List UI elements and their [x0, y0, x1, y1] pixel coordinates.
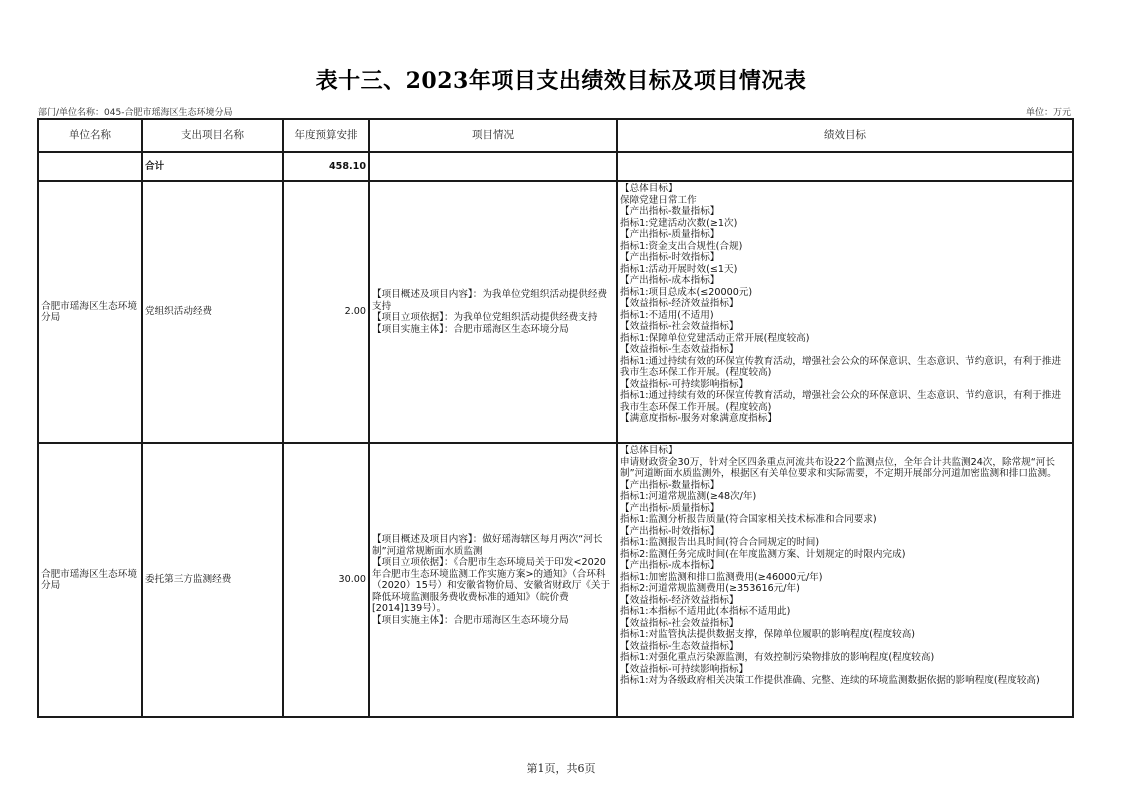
header-row: [38, 119, 1073, 152]
performance-goal-line: 【满意度指标-服务对象满意度指标】: [620, 413, 777, 424]
unit-label: 单位：万元: [1025, 108, 1071, 118]
performance-goal-line: 指标1:监测分析报告质量(符合国家相关技术标准和合同要求): [620, 514, 877, 525]
performance-goal-line: 指标2:监测任务完成时间(在年度监测方案、计划规定的时限内完成): [620, 548, 906, 560]
performance-goal-line: 指标1:项目总成本(≤20000元): [620, 286, 753, 298]
performance-goal-line: 指标1:监测报告出具时间(符合合同规定的时间): [620, 537, 820, 548]
performance-goal-line: 【总体目标】: [620, 445, 678, 456]
project-info-cell: [369, 443, 617, 717]
project-info-cell: [369, 181, 617, 443]
unit-name-cell: 合肥市瑶海区生态环境分局: [38, 181, 142, 443]
performance-goal-line: 指标2:河道常规监测费用(≥353616元/年): [620, 583, 800, 594]
performance-goal-line: 【效益指标-生态效益指标】: [620, 344, 739, 355]
performance-goal-line: 【效益指标-生态效益指标】: [620, 640, 739, 652]
performance-goal-line: 指标1:本指标不适用此(本指标不适用此): [620, 606, 791, 617]
project-name-cell: 党组织活动经费: [142, 181, 283, 443]
performance-goals-list: [620, 183, 1070, 441]
performance-goal-line: 【产出指标-质量指标】: [620, 502, 720, 514]
performance-goal-line: 【效益指标-经济效益指标】: [620, 298, 739, 309]
budget-amount-cell: 2.00: [283, 181, 369, 443]
performance-goal-line: 【产出指标-时效指标】: [620, 525, 720, 537]
performance-goal-line: 【产出指标-数量指标】: [620, 479, 720, 491]
performance-table: [37, 118, 1074, 718]
performance-goal-line: 【效益指标-社会效益指标】: [620, 617, 739, 629]
performance-goal-line: 【产出指标-成本指标】: [620, 275, 720, 286]
performance-goal-line: 指标1:通过持续有效的环保宣传教育活动，增强社会公众的环保意识、生态意识、节约意识，有利于推进我市生态环保工作开展。(程度较高): [620, 390, 1062, 413]
performance-goal-line: 申请财政资金30万，针对全区四条重点河流共布设22个监测点位，全年合计共监测24次，除常规“河长制”河道断面水质监测外，根据区有关单位要求和实际需要，不定期开展部分河道加密监测和排口监测。: [620, 456, 1057, 479]
performance-goals-cell: [617, 443, 1073, 717]
page-number: 第1页，共6页: [526, 762, 596, 775]
total-amount: 458.10: [283, 152, 369, 181]
performance-goal-line: 【效益指标-社会效益指标】: [620, 321, 739, 332]
project-info-line: 【项目实施主体】：合肥市瑶海区生态环境分局: [372, 323, 569, 335]
performance-goal-line: 指标1:河道常规监测(≥48次/年): [620, 491, 757, 502]
project-info-line: 【项目立项依据】：《合肥市生态环境局关于印发<2020年合肥市生态环境监测工作实施方案>的通知》（合环科（2020）15号）和安徽省物价局、安徽省财政厅《关于降低环境监测服务费收费标准的通知》（皖价费[2014]139号）。: [372, 557, 611, 614]
header-annual-budget: 年度预算安排: [283, 119, 369, 152]
total-unit-cell: [38, 152, 142, 181]
project-name-cell: 委托第三方监测经费: [142, 443, 283, 717]
header-unit-name: 单位名称: [38, 119, 142, 152]
total-performance-cell: [617, 152, 1073, 181]
performance-goal-line: 【效益指标-经济效益指标】: [620, 594, 739, 606]
performance-goal-line: 【总体目标】: [620, 183, 678, 194]
project-info-line: 【项目实施主体】：合肥市瑶海区生态环境分局: [372, 614, 569, 626]
project-info-list: [372, 289, 614, 335]
performance-goal-line: 指标1:保障单位党建活动正常开展(程度较高): [620, 332, 810, 344]
performance-goal-line: 指标1:不适用(不适用): [620, 309, 714, 321]
header-project-name: 支出项目名称: [142, 119, 283, 152]
performance-goal-line: 【效益指标-可持续影响指标】: [620, 663, 749, 675]
project-info-list: [372, 534, 614, 626]
unit-name-cell: 合肥市瑶海区生态环境分局: [38, 443, 142, 717]
performance-goals-list: [620, 445, 1070, 715]
performance-goal-line: 指标1:对强化重点污染源监测，有效控制污染物排放的影响程度(程度较高): [620, 652, 935, 663]
table-row: [38, 181, 1073, 443]
project-info-line: 【项目概述及项目内容】：为我单位党组织活动提供经费支持: [372, 289, 608, 312]
total-info-cell: [369, 152, 617, 181]
performance-goal-line: 指标1:资金支出合规性(合规): [620, 240, 743, 252]
header-performance-goals: 绩效目标: [617, 119, 1073, 152]
total-row: [38, 152, 1073, 181]
department-label: 部门/单位名称：045-合肥市瑶海区生态环境分局: [38, 108, 233, 118]
header-project-info: 项目情况: [369, 119, 617, 152]
performance-goal-line: 【产出指标-成本指标】: [620, 560, 720, 571]
performance-goal-line: 【产出指标-质量指标】: [620, 229, 720, 240]
table-row: [38, 443, 1073, 717]
performance-goal-line: 指标1:加密监测和排口监测费用(≥46000元/年): [620, 571, 823, 583]
budget-amount-cell: 30.00: [283, 443, 369, 717]
performance-goal-line: 保障党建日常工作: [620, 194, 697, 206]
performance-goal-line: 指标1:活动开展时效(≤1天): [620, 263, 738, 275]
project-info-line: 【项目立项依据】：为我单位党组织活动提供经费支持: [372, 312, 598, 323]
performance-goal-line: 指标1:对为各级政府相关决策工作提供准确、完整、连续的环境监测数据依据的影响程度(程度较高): [620, 675, 1040, 686]
performance-goal-line: 【效益指标-可持续影响指标】: [620, 378, 749, 390]
performance-goal-line: 【产出指标-时效指标】: [620, 252, 720, 263]
total-label: 合计: [142, 152, 283, 181]
performance-goals-cell: [617, 181, 1073, 443]
performance-goal-line: 指标1:对监管执法提供数据支撑，保障单位履职的影响程度(程度较高): [620, 629, 916, 640]
page-title: 表十三、2023年项目支出绩效目标及项目情况表: [315, 68, 807, 94]
performance-goal-line: 【产出指标-数量指标】: [620, 206, 720, 217]
performance-goal-line: 指标1:通过持续有效的环保宣传教育活动，增强社会公众的环保意识、生态意识、节约意识，有利于推进我市生态环保工作开展。(程度较高): [620, 355, 1062, 378]
project-info-line: 【项目概述及项目内容】：做好瑶海辖区每月两次“河长制”河道常规断面水质监测: [372, 534, 603, 557]
performance-goal-line: 指标1:党建活动次数(≥1次): [620, 217, 738, 229]
